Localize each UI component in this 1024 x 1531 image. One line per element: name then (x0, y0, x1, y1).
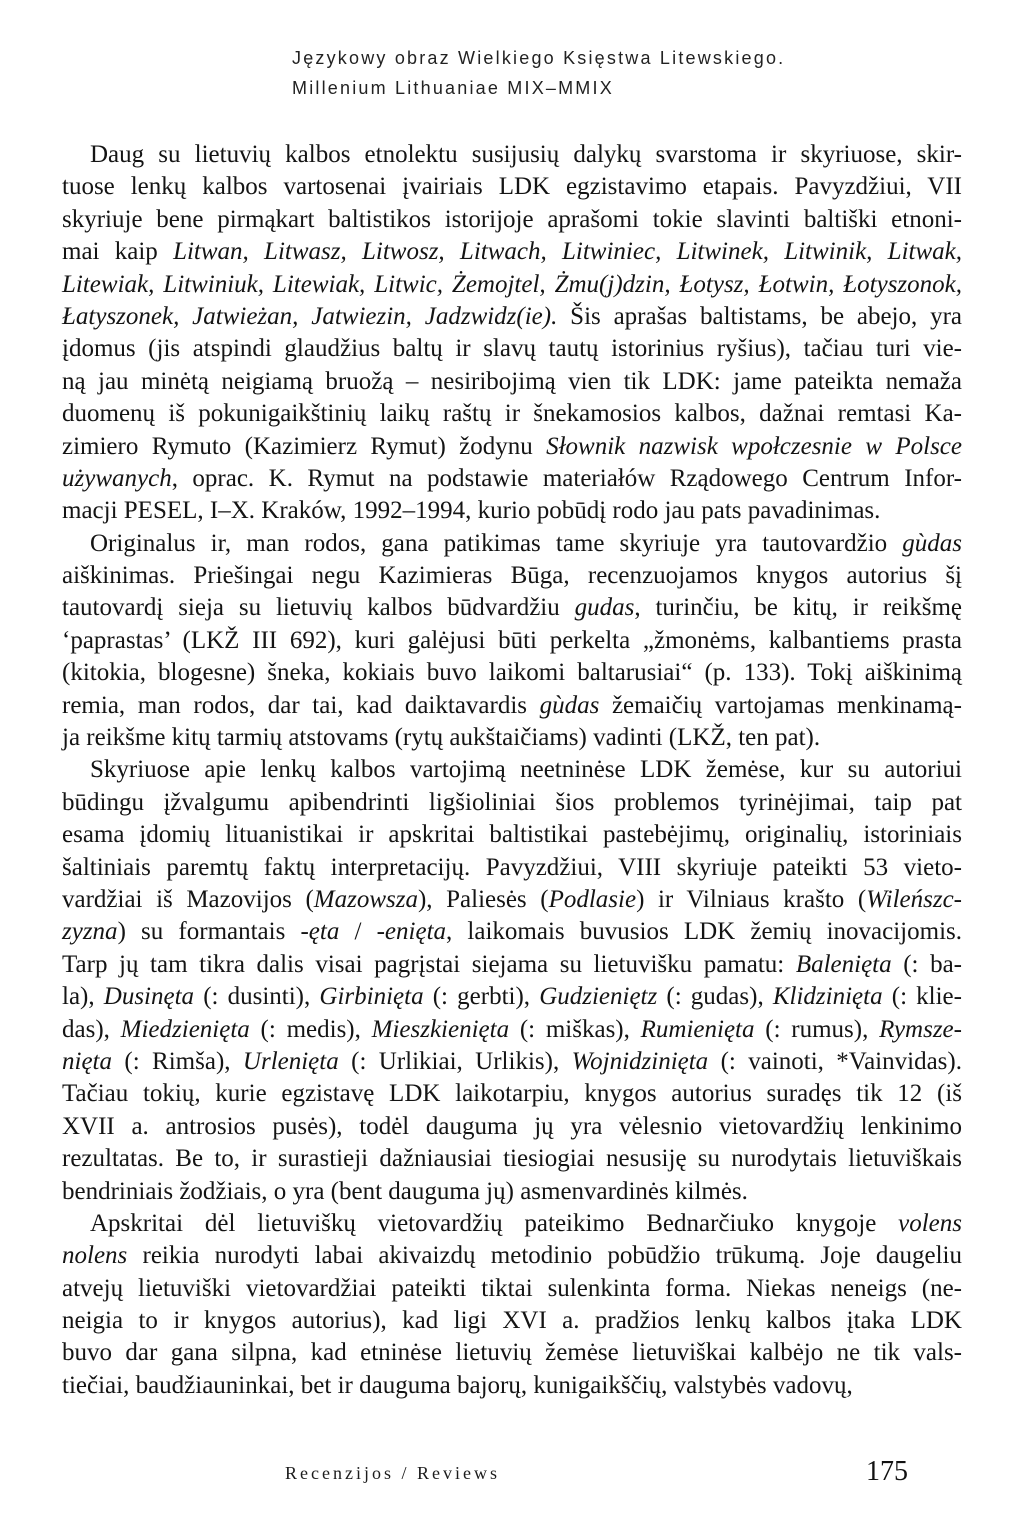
italic-text-run: Wojnidzinięta (571, 1047, 709, 1075)
text-run: ‘paprastas’ (LKŽ III 692), kuri galėjusi būti perkelta „žmonėms, kalbantiems prasta (62, 626, 962, 654)
text-line (62, 1370, 962, 1402)
text-run: esama įdomių lituanistikai ir apskritai baltistikai pastebėjimų, originalių, istoriniais (62, 821, 962, 849)
paragraph (62, 1208, 962, 1402)
text-line (62, 139, 962, 171)
text-line (62, 949, 962, 981)
text-line (62, 1014, 962, 1046)
text-line (62, 1176, 962, 1208)
text-run: Tačiau tokių, kurie egzistavę LDK laikotarpiu, knygos autorius suradęs tik 12 (iš (62, 1080, 962, 1108)
paragraph (62, 754, 962, 1207)
text-run: (: dusinti), (194, 983, 320, 1011)
text-run: tiečiai, baudžiauninkai, bet ir dauguma bajorų, kunigaikščių, valstybės vadovų, (62, 1371, 853, 1399)
text-line (62, 204, 962, 236)
running-head-subtitle: Millenium Lithuaniae MIX–MMIX (292, 78, 614, 98)
text-line (62, 1046, 962, 1078)
text-run: (: gudas), (657, 983, 773, 1011)
text-run: (kitokia, blogesne) šneka, kokiais buvo laikomi baltarusiai“ (p. 133). Tokį aiškinimą (62, 659, 962, 687)
italic-text-run: Miedzienięta (120, 1015, 250, 1043)
text-line (62, 463, 962, 495)
text-run: žemaičių vartojamas menkinamą- (599, 691, 962, 719)
italic-text-run: zyzna (62, 918, 118, 946)
text-run: tautovardį sieja su lietuvių kalbos būdvardžiu (62, 594, 575, 622)
text-run: Apskritai dėl lietuviškų vietovardžių pateikimo Bednarčiuko knygoje (90, 1209, 899, 1237)
text-run: ) su formantais (117, 918, 301, 946)
text-line (62, 1273, 962, 1305)
paragraph (62, 528, 962, 755)
text-run: reikia nurodyti labai akivaizdų metodinio pobūdžio trūkumą. Joje daugeliu (127, 1242, 962, 1270)
text-line (62, 884, 962, 916)
text-run: Skyriuose apie lenkų kalbos vartojimą neetninėse LDK žemėse, kur su autoriui (90, 756, 962, 784)
text-line (62, 398, 962, 430)
italic-text-run: Gudzieniętz (539, 983, 658, 1011)
text-run: XVII a. antrosios pusės), todėl dauguma jų yra vėlesnio vietovardžių lenkinimo (62, 1112, 962, 1140)
text-run: zimiero Rymuto (Kazimierz Rymut) žodynu (62, 432, 547, 460)
italic-text-run: Rymsze- (879, 1015, 962, 1043)
text-run: bendriniais žodžiais, o yra (bent dauguma jų) asmenvardinės kilmės. (62, 1177, 748, 1205)
italic-text-run: gùdas (902, 529, 962, 557)
text-line (62, 528, 962, 560)
text-line (62, 1337, 962, 1369)
italic-text-run: nolens (62, 1242, 128, 1270)
text-run: la), (62, 983, 104, 1011)
text-line (62, 819, 962, 851)
text-run: (: Urlikiai, Urlikis), (338, 1047, 572, 1075)
text-run: (: Rimša), (112, 1047, 243, 1075)
text-run: (: gerbti), (423, 983, 540, 1011)
italic-text-run: Balenięta (795, 950, 892, 978)
text-run: (: miškas), (509, 1015, 641, 1043)
text-line (62, 1111, 962, 1143)
italic-text-run: Litewiak, Litwiniuk, Litewiak, Litwic, Żemojtel, Żmu(j)dzin, Łotysz, Łotwin, Łotyszonok, (62, 270, 962, 298)
italic-text-run: używanych (62, 464, 172, 492)
text-run: (: rumus), (754, 1015, 880, 1043)
text-line (62, 657, 962, 689)
text-run: Daug su lietuvių kalbos etnolektu susijusių dalykų svarstoma ir skyriuose, skir- (90, 141, 962, 168)
text-run: (: klie- (882, 983, 962, 1011)
text-run: rezultatas. Be to, ir surastieji dažniausiai tiesiogiai nesusiję su nurodytais lietuviškais (62, 1145, 962, 1173)
italic-text-run: Rumienięta (640, 1015, 755, 1043)
text-run: vardžiai iš Mazovijos ( (62, 885, 314, 913)
review-body-text (62, 139, 962, 1402)
text-run: das), (62, 1015, 121, 1043)
text-run: skyriuje bene pirmąkart baltistikos istorijoje aprašomi tokie slavinti baltiški etnoni- (62, 205, 962, 233)
text-run: remia, man rodos, dar tai, kad daiktavardis (62, 691, 540, 719)
text-line (62, 722, 962, 754)
italic-text-run: Słownik nazwisk wpołczesnie w Polsce (546, 432, 962, 460)
text-line (62, 236, 962, 268)
text-run: būdingu įžvalgumu apibendrinti ligšioliniai šios problemos tyrinėjimai, taip pat (62, 788, 962, 816)
italic-text-run: Mazowsza (313, 885, 418, 913)
italic-text-run: Girbinięta (319, 983, 424, 1011)
italic-text-run: Dusinęta (103, 983, 195, 1011)
text-line (62, 495, 962, 527)
italic-text-run: gudas (574, 594, 635, 622)
text-line (62, 1305, 962, 1337)
text-run: buvo dar gana silpna, kad etninėse lietuvių žemėse lietuviškai kalbėjo ne tik vals- (62, 1339, 962, 1367)
text-line (62, 333, 962, 365)
text-line (62, 366, 962, 398)
italic-text-run: Litwan, Litwasz, Litwosz, Litwach, Litwiniec, Litwinek, Litwinik, Litwak, (173, 238, 962, 266)
text-line (62, 1078, 962, 1110)
text-run: Tarp jų tam tikra dalis visai pagrįstai siejama su lietuvišku pamatu: (62, 950, 796, 978)
text-line (62, 1208, 962, 1240)
text-line (62, 625, 962, 657)
text-run: aiškinimas. Priešingai negu Kazimieras Būga, recenzuojamos knygos autorius šį (62, 562, 962, 590)
text-line (62, 592, 962, 624)
page-number: 175 (866, 1456, 908, 1487)
text-run: , oprac. K. Rymut na podstawie materiałów Rządowego Centrum Infor- (171, 464, 962, 492)
italic-text-run: -enięta (376, 918, 447, 946)
text-run: (: medis), (249, 1015, 372, 1043)
text-line (62, 1240, 962, 1272)
text-run: , laikomais buvusios LDK žemių inovacijomis. (446, 918, 962, 946)
text-run: Šis aprašas baltistams, be abejo, yra (557, 302, 962, 330)
running-head (292, 43, 785, 103)
text-run: (: vainoti, *Vainvidas). (708, 1047, 962, 1075)
text-line (62, 301, 962, 333)
text-run: macji PESEL, I–X. Kraków, 1992–1994, kurio pobūdį rodo jau pats pavadinimas. (62, 497, 881, 525)
text-run: šaltiniais paremtų faktų interpretacijų. Pavyzdžiui, VIII skyriuje pateikti 53 vieto- (62, 853, 962, 881)
italic-text-run: Urlenięta (242, 1047, 339, 1075)
text-run: / (339, 918, 377, 946)
text-run: ) ir Vilniaus krašto ( (636, 885, 867, 913)
italic-text-run: Mieszkienięta (371, 1015, 510, 1043)
text-run: neigia to ir knygos autorius), kad ligi XVI a. pradžios lenkų kalbos įtaka LDK (62, 1307, 962, 1335)
text-run: mai kaip (62, 238, 174, 266)
text-line (62, 754, 962, 786)
running-head-title: Językowy obraz Wielkiego Księstwa Litewskiego. (292, 48, 786, 68)
text-line (62, 981, 962, 1013)
italic-text-run: gùdas (539, 691, 600, 719)
text-line (62, 431, 962, 463)
text-run: įdomus (jis atspindi glaudžius baltų ir slavų tautų istorinius ryšius), tačiau turi vie- (62, 335, 962, 363)
italic-text-run: Wileńszc- (866, 885, 962, 913)
italic-text-run: Klidzinięta (772, 983, 883, 1011)
text-run: ), Paliesės ( (417, 885, 549, 913)
footer-section-label: Recenzijos / Reviews (285, 1463, 500, 1483)
paragraph (62, 139, 962, 528)
text-run: ną jau minėtą neigiamą bruožą – nesiribojimą vien tik LDK: jame pateikta nemaža (62, 367, 962, 395)
text-line (62, 690, 962, 722)
text-line (62, 852, 962, 884)
text-line (62, 787, 962, 819)
italic-text-run: -ęta (300, 918, 340, 946)
text-run: , turinčiu, be kitų, ir reikšmę (634, 594, 962, 622)
text-line (62, 916, 962, 948)
text-run: duomenų iš pokunigaikštinių laikų raštų ir šnekamosios kalbos, dažnai remtasi Ka- (62, 400, 962, 428)
text-run: tuose lenkų kalbos vartosenai įvairiais LDK egzistavimo etapais. Pavyzdžiui, VII (62, 173, 962, 201)
text-line (62, 171, 962, 203)
italic-text-run: nięta (62, 1047, 112, 1075)
italic-text-run: Łatyszonek, Jatwieżan, Jatwiezin, Jadzwidz(ie). (62, 302, 558, 330)
text-line (62, 269, 962, 301)
text-run: (: ba- (891, 950, 962, 978)
italic-text-run: volens (898, 1209, 962, 1237)
text-line (62, 560, 962, 592)
text-run: ja reikšme kitų tarmių atstovams (rytų aukštaičiams) vadinti (LKŽ, ten pat). (62, 724, 821, 752)
italic-text-run: Podlasie (548, 885, 637, 913)
text-run: atvejų lietuviški vietovardžiai pateikti tiktai sulenkinta forma. Niekas neneigs (ne- (62, 1274, 962, 1302)
text-line (62, 1143, 962, 1175)
text-run: Originalus ir, man rodos, gana patikimas tame skyriuje yra tautovardžio (90, 529, 903, 557)
